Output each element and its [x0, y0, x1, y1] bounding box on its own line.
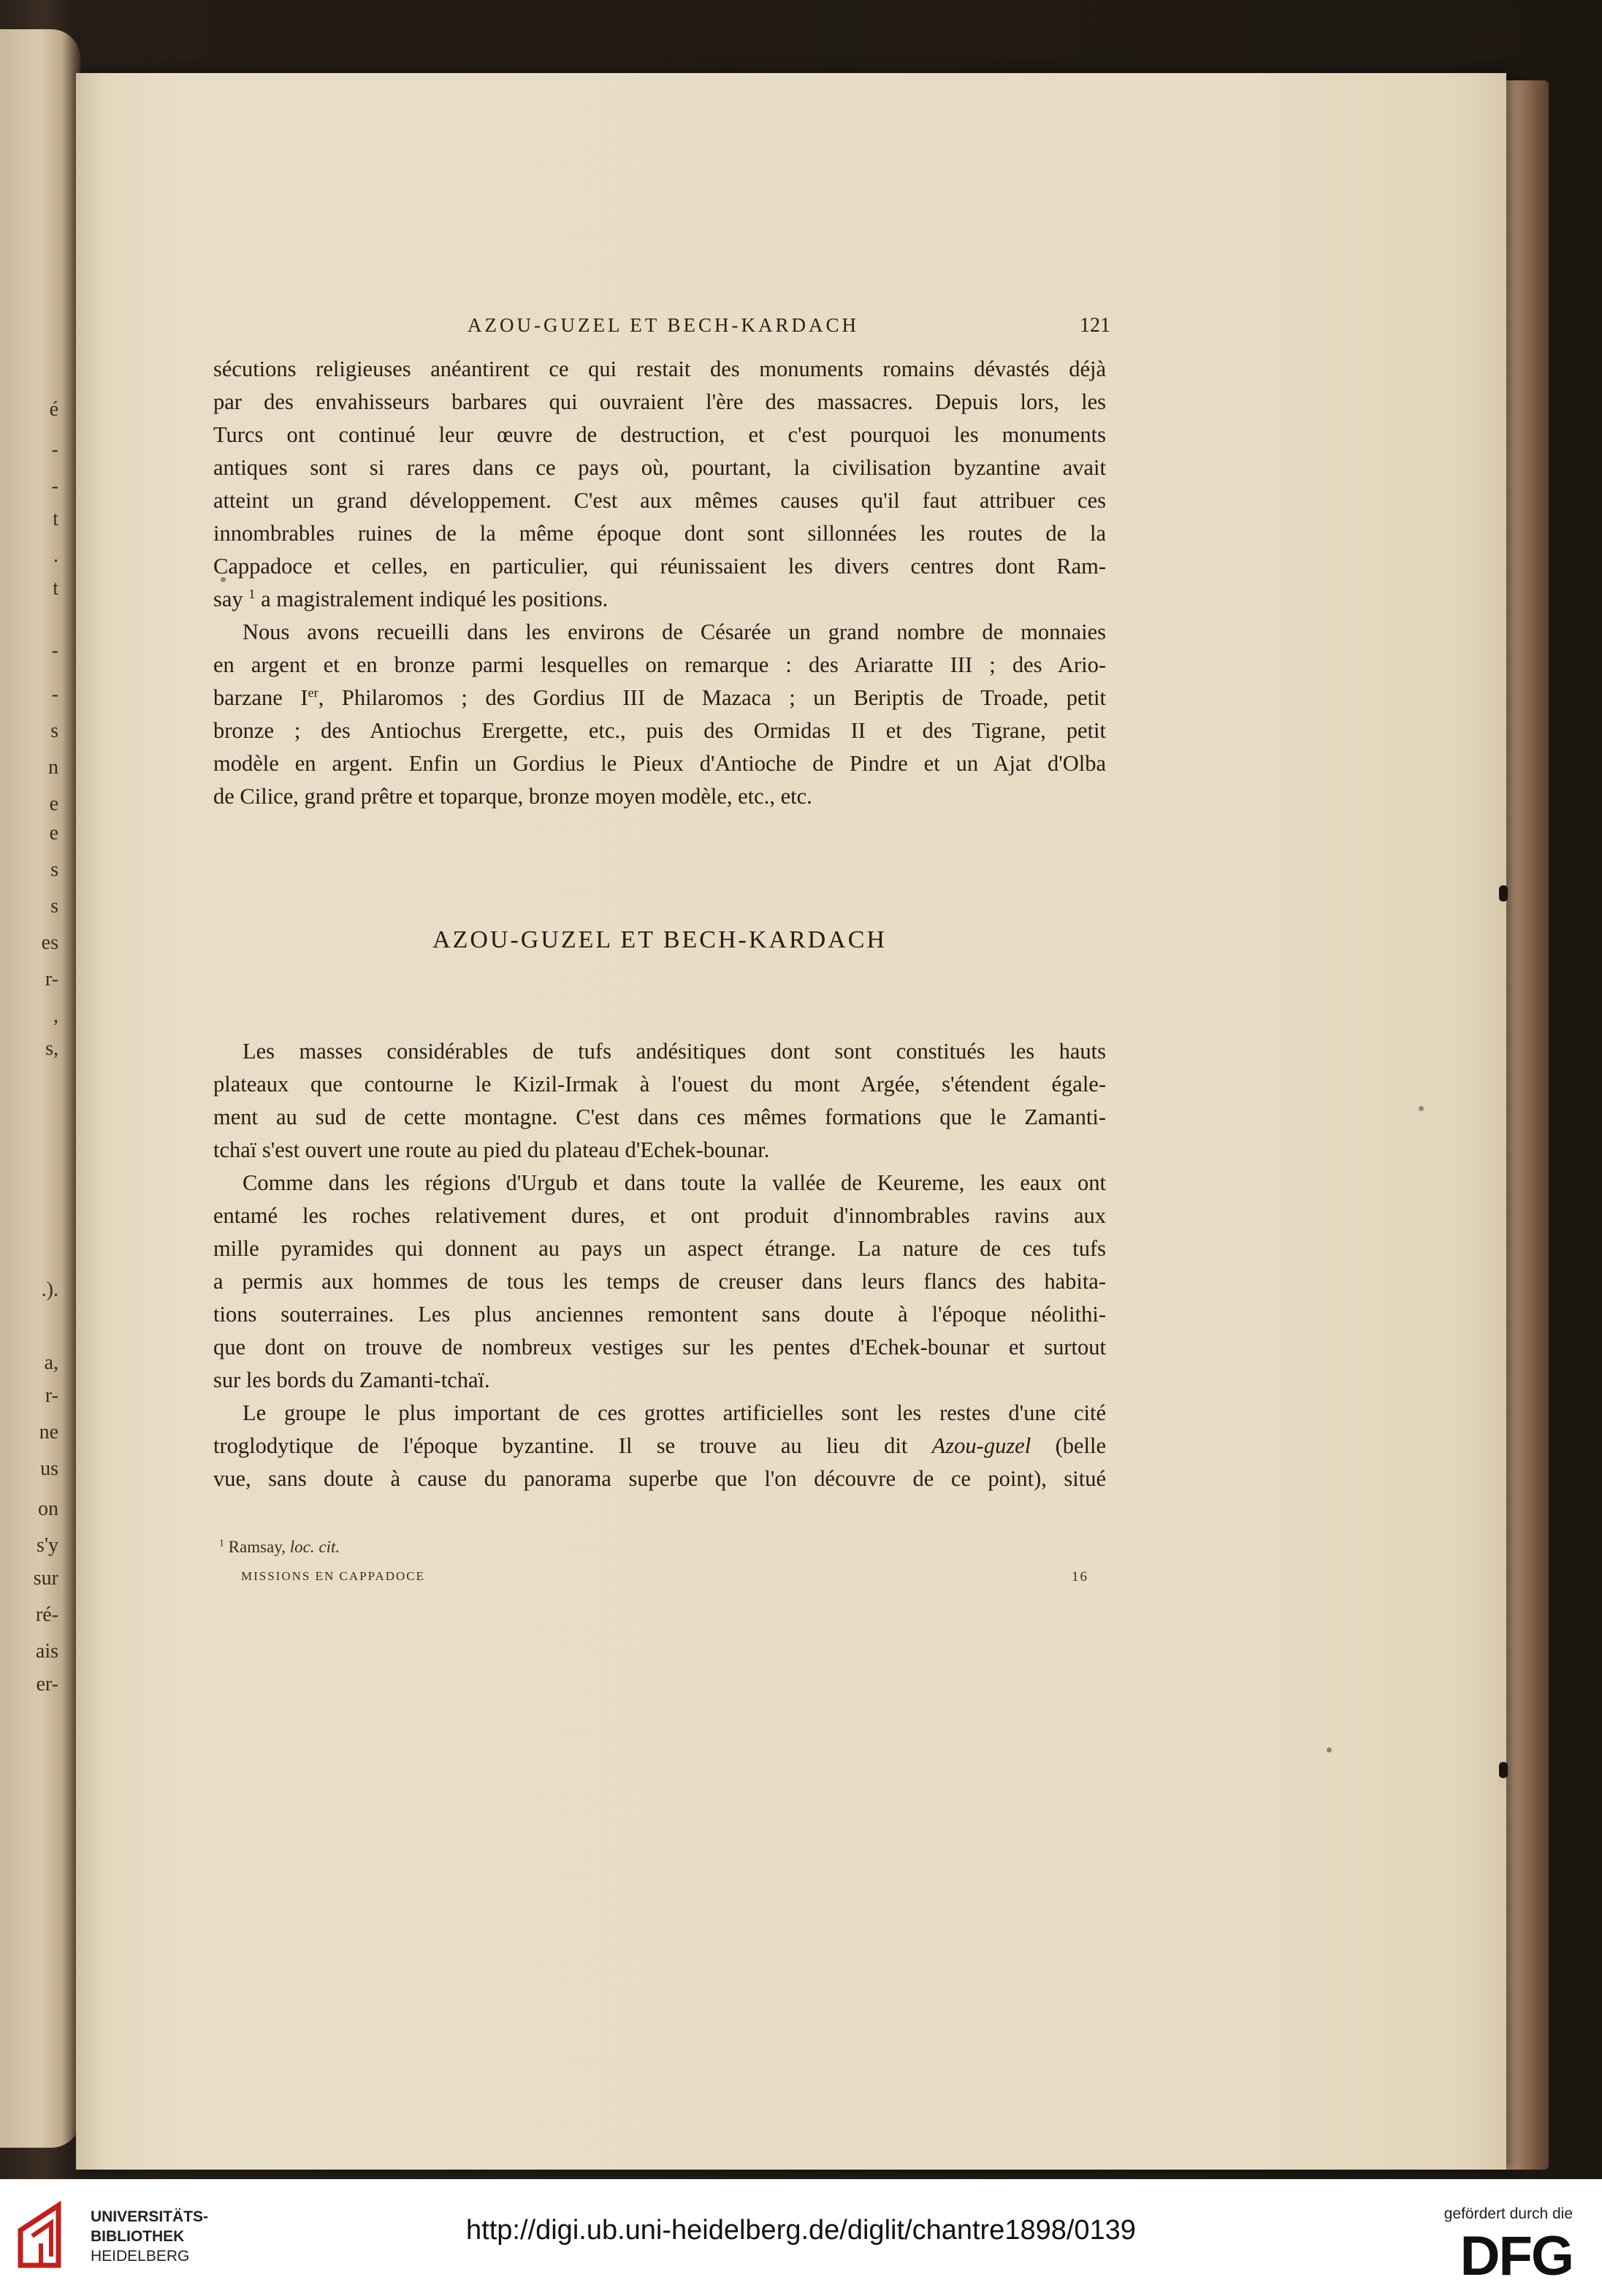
footnote: $^1$ Ramsay, loc. cit. [219, 1537, 340, 1556]
funding-note: gefördert durch die [1443, 2205, 1573, 2222]
signature-title: MISSIONS EN CAPPADOCE [241, 1569, 426, 1583]
punch-hole [1499, 885, 1508, 901]
left-page-fragment: t [53, 508, 58, 530]
text-line: de Cilice, grand prêtre et toparque, bronze moyen modèle, etc., etc. [213, 784, 812, 809]
paragraph-1 [213, 1035, 1106, 1167]
paper-speck [1327, 1747, 1332, 1752]
text-line: Comme dans les régions d'Urgub et dans toute la vallée de Keureme, les eaux ont [243, 1170, 1106, 1195]
left-page-fragment: r- [45, 968, 58, 991]
left-page-fragment: us [40, 1457, 58, 1480]
text-line: tchaï s'est ouvert une route au pied du plateau d'Echek-bounar. [213, 1137, 770, 1162]
left-page-fragment: é [49, 398, 58, 421]
left-page-fragment: s [50, 858, 58, 881]
left-page-fragment: s, [45, 1037, 58, 1060]
left-page-fragment: sur [33, 1567, 58, 1590]
left-page-fragment: - [51, 475, 58, 497]
printer-signature [241, 1569, 1088, 1591]
left-page-fragment: s [50, 720, 58, 742]
text-line: Le groupe le plus important de ces grottes artificielles sont les restes d'une cité [243, 1400, 1106, 1425]
text-line: modèle en argent. Enfin un Gordius le Pieux d'Antioche de Pindre et un Ajat d'Olba [213, 751, 1106, 776]
text-line: bronze ; des Antiochus Erergette, etc., puis des Ormidas II et des Tigrane, petit [213, 718, 1106, 743]
footnote-reference: 1 [248, 586, 256, 601]
paragraph-2 [213, 1167, 1106, 1397]
left-page-fragment: s [50, 895, 58, 918]
text-line: a permis aux hommes de tous les temps de creuser dans leurs flancs des habita- [213, 1269, 1106, 1294]
text-line: atteint un grand développement. C'est aux mêmes causes qu'il faut attribuer ces [213, 488, 1106, 513]
text-line: antiques sont si rares dans ce pays où, pourtant, la civilisation byzantine avait [213, 455, 1106, 480]
left-page-fragment: on [38, 1498, 58, 1520]
left-page-fragment: .). [41, 1278, 58, 1301]
signature-number: 16 [1072, 1569, 1088, 1584]
text-line: troglodytique de l'époque byzantine. Il se trouve au lieu dit Azou-guzel (belle [213, 1433, 1106, 1458]
left-page-fragment: n [48, 756, 58, 779]
left-page-fragment: r- [45, 1384, 58, 1407]
left-page-fragment: es [41, 931, 58, 954]
text-line: vue, sans doute à cause du panorama superbe que l'on découvre de ce point), situé [213, 1466, 1106, 1491]
text-line: innombrables ruines de la même époque dont sont sillonnées les routes de la [213, 521, 1106, 546]
paragraph-coins [213, 616, 1106, 813]
text-line: Les masses considérables de tufs andésitiques dont sont constitués les hauts [243, 1039, 1106, 1064]
text-line: Nous avons recueilli dans les environs de Césarée un grand nombre de monnaies [243, 619, 1106, 644]
left-page-fragment: - [51, 438, 58, 461]
left-page-fragment: e [49, 793, 58, 815]
left-page-fragment: ais [35, 1640, 58, 1663]
permalink-url[interactable]: http://digi.ub.uni-heidelberg.de/diglit/chantre1898/0139 [466, 2215, 1136, 2246]
left-page-fragment: ré- [35, 1603, 58, 1626]
left-page-fragment: - [51, 639, 58, 662]
punch-hole [1499, 1762, 1508, 1778]
university-library-name: UNIVERSITÄTS- BIBLIOTHEK HEIDELBERG [91, 2208, 209, 2265]
text-line: barzane Ier, Philaromos ; des Gordius III de Mazaca ; un Beriptis de Troade, petit [213, 684, 1106, 710]
text-line: par des envahisseurs barbares qui ouvraient l'ère des massacres. Depuis lors, les [213, 389, 1106, 414]
text-line: entamé les roches relativement dures, et ont produit d'innombrables ravins aux [213, 1203, 1106, 1228]
left-page-fragment: a, [44, 1351, 58, 1374]
left-page-fragment: - [51, 683, 58, 706]
paper-speck [1419, 1106, 1424, 1111]
dfg-logo: DFG [1460, 2225, 1573, 2287]
left-page-fragments [0, 29, 66, 2148]
text-line: Cappadoce et celles, en particulier, qui réunissaient les divers centres dont Ram- [213, 554, 1106, 579]
left-page-fragment: . [53, 544, 58, 567]
text-line: say $^1$ a magistralement indiqué les positions. [213, 586, 609, 611]
section-heading: AZOU-GUZEL ET BECH-KARDACH [432, 926, 887, 953]
left-page-fragment: t [53, 577, 58, 600]
page-number: 121 [1080, 314, 1110, 337]
left-page-fragment: s'y [37, 1534, 58, 1557]
place-name-italic: Azou-guzel [931, 1433, 1031, 1458]
left-page-fragment: e [49, 822, 58, 844]
paragraph-3 [213, 1397, 1106, 1495]
left-page-fragment: , [53, 1004, 58, 1027]
text-line: que dont on trouve de nombreux vestiges sur les pentes d'Echek-bounar et surtout [213, 1335, 1106, 1359]
text-line: mille pyramides qui donnent au pays un aspect étrange. La nature de ces tufs [213, 1236, 1106, 1261]
text-line: sur les bords du Zamanti-tchaï. [213, 1368, 490, 1392]
text-line: tions souterraines. Les plus anciennes remontent sans doute à l'époque néolithi- [213, 1302, 1106, 1327]
running-title: AZOU-GUZEL ET BECH-KARDACH [468, 314, 859, 336]
left-page-fragment: er- [36, 1673, 58, 1696]
text-line: ment au sud de cette montagne. C'est dans ces mêmes formations que le Zamanti- [213, 1105, 1106, 1129]
text-block-section [213, 1035, 1106, 1495]
left-page-edge [0, 29, 80, 2148]
text-line: plateaux que contourne le Kizil-Irmak à l'ouest du mont Argée, s'étendent égale- [213, 1072, 1106, 1096]
text-line: sécutions religieuses anéantirent ce qui restait des monuments romains dévastés déjà [213, 356, 1106, 381]
left-page-fragment: ne [39, 1421, 58, 1443]
footer-bar [0, 2179, 1602, 2296]
text-line: Turcs ont continué leur œuvre de destruction, et c'est pourquoi les monuments [213, 422, 1106, 447]
text-line: en argent et en bronze parmi lesquelles on remarque : des Ariaratte III ; des Ario- [213, 652, 1106, 677]
paragraph-continued [213, 353, 1106, 616]
text-block-continuation [213, 353, 1106, 813]
running-head [468, 314, 1110, 343]
